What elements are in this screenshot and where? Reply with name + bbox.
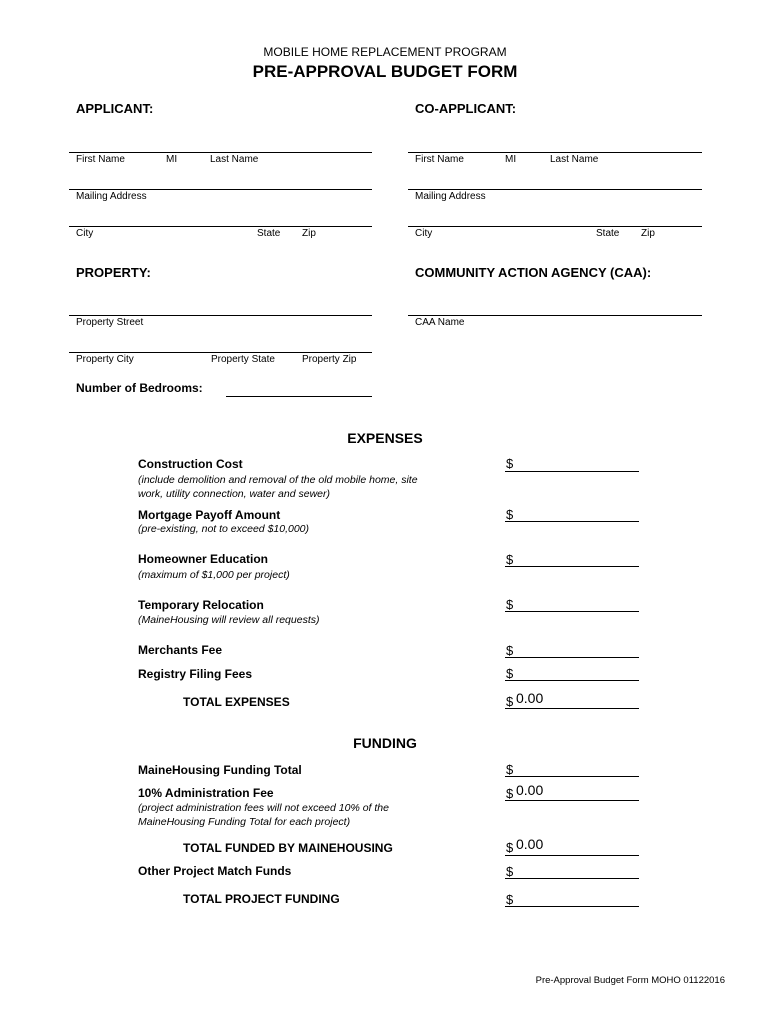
mainehousing-funding-currency: $ (506, 762, 514, 777)
construction-cost-currency: $ (506, 456, 514, 471)
total-funded-field[interactable] (505, 855, 639, 856)
other-match-funds-currency: $ (506, 864, 514, 879)
applicant-state-label: State (257, 228, 281, 239)
temporary-relocation-currency: $ (506, 597, 514, 612)
property-city-label: Property City (76, 354, 134, 365)
footer-text: Pre-Approval Budget Form MOHO 01122016 (535, 975, 725, 986)
co-applicant-city-label: City (415, 228, 433, 239)
merchants-fee-input[interactable] (505, 657, 639, 658)
property-state-label: Property State (211, 354, 275, 365)
caa-heading: COMMUNITY ACTION AGENCY (CAA): (415, 265, 652, 280)
admin-fee-note-1: (project administration fees will not exceed 10% of the (138, 802, 389, 814)
admin-fee-field[interactable] (505, 800, 639, 801)
construction-cost-note-1: (include demolition and removal of the old mobile home, site (138, 474, 418, 486)
caa-name-label: CAA Name (415, 317, 465, 328)
total-funded-value: 0.00 (516, 836, 544, 852)
mainehousing-funding-input[interactable] (505, 776, 639, 777)
co-applicant-city-field[interactable] (408, 226, 702, 227)
temporary-relocation-input[interactable] (505, 611, 639, 612)
co-applicant-mi-label: MI (505, 154, 517, 165)
funding-heading: FUNDING (353, 735, 417, 751)
mortgage-payoff-label: Mortgage Payoff Amount (138, 508, 281, 522)
mortgage-payoff-currency: $ (506, 507, 514, 522)
homeowner-education-label: Homeowner Education (138, 552, 269, 566)
applicant-first-name-label: First Name (76, 154, 125, 165)
applicant-city-field[interactable] (69, 226, 372, 227)
total-expenses-field[interactable] (505, 708, 639, 709)
applicant-last-name-label: Last Name (210, 154, 259, 165)
total-funded-currency: $ (506, 840, 514, 855)
expenses-heading: EXPENSES (347, 430, 423, 446)
mortgage-payoff-note: (pre-existing, not to exceed $10,000) (138, 523, 310, 535)
mortgage-payoff-input[interactable] (505, 521, 639, 522)
co-applicant-state-label: State (596, 228, 620, 239)
property-heading: PROPERTY: (76, 265, 151, 280)
property-street-field[interactable] (69, 315, 372, 316)
applicant-mailing-address-field[interactable] (69, 189, 372, 190)
bedrooms-field[interactable] (226, 396, 372, 397)
homeowner-education-input[interactable] (505, 566, 639, 567)
applicant-mailing-address-label: Mailing Address (76, 191, 147, 202)
total-project-funding-label: TOTAL PROJECT FUNDING (183, 892, 340, 906)
co-applicant-mailing-address-field[interactable] (408, 189, 702, 190)
merchants-fee-currency: $ (506, 643, 514, 658)
co-applicant-first-name-label: First Name (415, 154, 464, 165)
program-name: MOBILE HOME REPLACEMENT PROGRAM (263, 45, 507, 59)
other-match-funds-input[interactable] (505, 878, 639, 879)
construction-cost-label: Construction Cost (138, 457, 243, 471)
caa-name-field[interactable] (408, 315, 702, 316)
applicant-mi-label: MI (166, 154, 178, 165)
admin-fee-label: 10% Administration Fee (138, 786, 274, 800)
temporary-relocation-label: Temporary Relocation (138, 598, 264, 612)
admin-fee-currency: $ (506, 786, 514, 801)
homeowner-education-currency: $ (506, 552, 514, 567)
total-expenses-label: TOTAL EXPENSES (183, 695, 290, 709)
property-zip-label: Property Zip (302, 354, 357, 365)
registry-filing-fees-label: Registry Filing Fees (138, 667, 253, 681)
admin-fee-value: 0.00 (516, 782, 544, 798)
co-applicant-name-field[interactable] (408, 152, 702, 153)
applicant-name-field[interactable] (69, 152, 372, 153)
admin-fee-note-2: MaineHousing Funding Total for each project) (138, 816, 351, 828)
construction-cost-input[interactable] (505, 471, 639, 472)
co-applicant-mailing-address-label: Mailing Address (415, 191, 486, 202)
co-applicant-heading: CO-APPLICANT: (415, 101, 517, 116)
construction-cost-note-2: work, utility connection, water and sewer) (138, 488, 330, 500)
other-match-funds-label: Other Project Match Funds (138, 864, 292, 878)
bedrooms-label: Number of Bedrooms: (76, 381, 203, 395)
co-applicant-zip-label: Zip (641, 228, 655, 239)
form-title: PRE-APPROVAL BUDGET FORM (252, 62, 518, 81)
applicant-zip-label: Zip (302, 228, 316, 239)
mainehousing-funding-label: MaineHousing Funding Total (138, 763, 302, 777)
applicant-heading: APPLICANT: (76, 101, 154, 116)
homeowner-education-note: (maximum of $1,000 per project) (138, 569, 290, 581)
total-project-funding-field[interactable] (505, 906, 639, 907)
co-applicant-last-name-label: Last Name (550, 154, 599, 165)
merchants-fee-label: Merchants Fee (138, 643, 223, 657)
total-expenses-value: 0.00 (516, 690, 544, 706)
total-funded-label: TOTAL FUNDED BY MAINEHOUSING (183, 841, 393, 855)
registry-filing-fees-currency: $ (506, 666, 514, 681)
property-street-label: Property Street (76, 317, 144, 328)
total-expenses-currency: $ (506, 694, 514, 709)
total-project-funding-currency: $ (506, 892, 514, 907)
property-city-field[interactable] (69, 352, 372, 353)
temporary-relocation-note: (MaineHousing will review all requests) (138, 614, 320, 626)
applicant-city-label: City (76, 228, 94, 239)
registry-filing-fees-input[interactable] (505, 680, 639, 681)
